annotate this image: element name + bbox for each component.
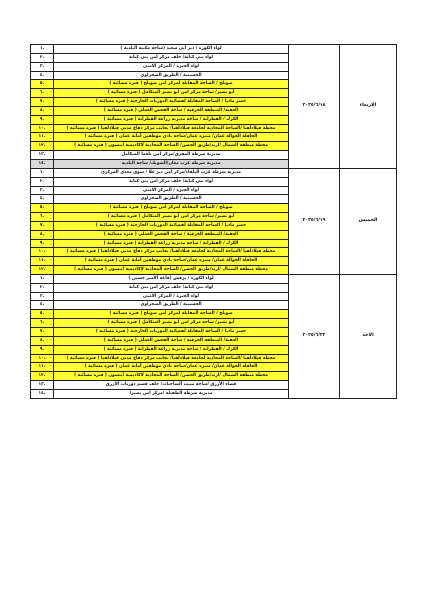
row-number: ٩.: [31, 115, 54, 124]
location-cell: العقبة/ المنطقة الحرفية / ساحة الفحص العملي ( فترة مسائية ): [54, 336, 289, 345]
row-number: ٥.: [31, 204, 54, 213]
location-cell: لواء الجيزة / المركز الامني: [54, 62, 289, 71]
row-number: ٣.: [31, 186, 54, 195]
row-number: ٣.: [31, 62, 54, 71]
location-cell: الحسينية / الطريق الصحراوي: [54, 195, 289, 204]
location-cell: محطة فيلادلفيا /الساحة المحاذية لجامعة فيلادلفيا/ بجانب مركز دفاع مدني فيلادلفيا ( فترة مسائية ): [54, 354, 289, 363]
row-number: ١٢.: [31, 142, 54, 151]
row-number: ٥.: [31, 310, 54, 319]
row-number: ١.: [31, 274, 54, 283]
row-number: ٢.: [31, 53, 54, 62]
location-cell: لواء الجيزة / المركز الامني: [54, 292, 289, 301]
row-number: ٦.: [31, 319, 54, 328]
row-number: ١١.: [31, 257, 54, 266]
row-number: ١.: [31, 168, 54, 177]
schedule-row: [31, 168, 397, 177]
location-cell: لواء الجيزة / المركز الامني: [54, 186, 289, 195]
location-cell: لواء بني كنانة/ خلف مركز امن بني كنانة: [54, 177, 289, 186]
location-cell: مديرية شرطة الطفيلة /مركز امن بصيرا: [54, 389, 289, 398]
row-number: ١.: [31, 45, 54, 54]
schedule-table: [30, 44, 397, 399]
row-number: ١٢.: [31, 266, 54, 275]
location-cell: الحسينية / الطريق الصحراوي: [54, 71, 289, 80]
location-cell: صويلح / الساحة المقابلة لمركز امن صويلح ( فترة مسائية ): [54, 204, 289, 213]
location-cell: الكرك / القطرانة / ساحة مديرية زراعة القطرانة ( فترة مسائية ): [54, 115, 289, 124]
location-cell: جسر ماديا / الساحة المقابلة لقضائية الدوريات الخارجية ( فترة مسائية ): [54, 98, 289, 107]
location-cell: جسر ماديا / الساحة المقابلة لقضائية الدوريات الخارجية ( فترة مسائية ): [54, 221, 289, 230]
row-number: ٩.: [31, 345, 54, 354]
row-number: ٥.: [31, 80, 54, 89]
date-cell: ٢٠٢٥/٦/١٩: [289, 168, 340, 274]
location-cell: مديرية شرطة المفرق/مركز امن بلعما المتكامل: [54, 151, 289, 160]
schedule-body: [31, 45, 397, 399]
row-number: ٤.: [31, 195, 54, 204]
location-cell: محطة فيلادلفيا /الساحة المحاذية لجامعة فيلادلفيا/ بجانب مركز دفاع مدني فيلادلفيا ( فترة مسائية ): [54, 124, 289, 133]
row-number: ٦.: [31, 213, 54, 222]
location-cell: لواء بني كنانة/ خلف مركز امن بني كنانة: [54, 283, 289, 292]
row-number: ١٣.: [31, 381, 54, 390]
location-cell: الحافلة الجوالة عمان/ متنزه عمان/ساحة نادي موظفين أمانة عمان ( فترة مسائية ): [54, 133, 289, 142]
location-cell: مديرية شرطة غرب معان/الشوبك/ ساحة البلدية: [54, 159, 289, 168]
row-number: ١٢.: [31, 372, 54, 381]
row-number: ٧.: [31, 98, 54, 107]
row-number: ٧.: [31, 328, 54, 337]
row-number: ٩.: [31, 239, 54, 248]
location-cell: أبو نصير/ ساحة مركز امن ابو نصير المتكامل ( فترة مسائية ): [54, 89, 289, 98]
row-number: ١١.: [31, 133, 54, 142]
location-cell: جسر ماديا / الساحة المقابلة لقضائية الدوريات الخارجية ( فترة مسائية ): [54, 328, 289, 337]
row-number: ٢.: [31, 283, 54, 292]
location-cell: الحافلة الجوالة عمان/ متنزه عمان/ساحة نادي موظفين أمانة عمان ( فترة مسائية ): [54, 257, 289, 266]
location-cell: محطة فيلادلفيا /الساحة المحاذية لجامعة فيلادلفيا/ بجانب مركز دفاع مدني فيلادلفيا ( فترة مسائية ): [54, 248, 289, 257]
row-number: ٨.: [31, 336, 54, 345]
row-number: ١٠.: [31, 248, 54, 257]
location-cell: لواء بني كنانة/ خلف مركز امن بني كنانة: [54, 53, 289, 62]
location-cell: صويلح / الساحة المقابلة لمركز امن صويلح ( فترة مسائية ): [54, 80, 289, 89]
row-number: ١٠.: [31, 354, 54, 363]
schedule-row: [31, 274, 397, 283]
row-number: ٤.: [31, 71, 54, 80]
day-cell: الخميس: [340, 168, 397, 274]
date-cell: ٢٠٢٥/٦/٢٢: [289, 274, 340, 398]
location-cell: العقبة/ المنطقة الحرفية / ساحة الفحص العملي ( فترة مسائية ): [54, 106, 289, 115]
location-cell: محطة منطقة الشمال /اربد/طريق الحصن/ الساحة المحاذية لاكاديمية ايبسون ( فترة مسائية ): [54, 372, 289, 381]
row-number: ١٠.: [31, 124, 54, 133]
row-number: ٧.: [31, 221, 54, 230]
location-cell: أبو نصير/ ساحة مركز امن ابو نصير المتكامل ( فترة مسائية ): [54, 319, 289, 328]
row-number: ٨.: [31, 230, 54, 239]
location-cell: محطة منطقة الشمال /اربد/طريق الحصن/ الساحة المحاذية لاكاديمية ايبسون ( فترة مسائية ): [54, 266, 289, 275]
location-cell: لواء الكورة / برقش (قاعة الامير حسين ): [54, 274, 289, 283]
location-cell: الحافلة الجوالة عمان/ متنزه عمان/ساحة نادي موظفين أمانة عمان ( فترة مسائية ): [54, 363, 289, 372]
schedule-row: [31, 45, 397, 54]
row-number: ١١.: [31, 363, 54, 372]
day-cell: الاحد: [340, 274, 397, 398]
row-number: ٦.: [31, 89, 54, 98]
location-cell: الكرك / القطرانة / ساحة مديرية زراعة القطرانة ( فترة مسائية ): [54, 345, 289, 354]
location-cell: العقبة/ المنطقة الحرفية / ساحة الفحص العملي ( فترة مسائية ): [54, 230, 289, 239]
location-cell: أبو نصير/ ساحة مركز امن ابو نصير المتكامل ( فترة مسائية ): [54, 213, 289, 222]
location-cell: صويلح / الساحة المقابلة لمركز امن صويلح ( فترة مسائية ): [54, 310, 289, 319]
day-cell: الاربعاء: [340, 45, 397, 169]
location-cell: الكرك / القطرانة / ساحة مديرية زراعة القطرانة ( فترة مسائية ): [54, 239, 289, 248]
location-cell: قضاء الأزرق /ساحة مبيت الشاحنات/ خلف قسم دوريات الأزرق: [54, 381, 289, 390]
row-number: ١٤.: [31, 159, 54, 168]
row-number: ١٤.: [31, 389, 54, 398]
date-cell: ٢٠٢٥/٦/١٨: [289, 45, 340, 169]
location-cell: لواء الكورة / دير أبي سعيد (ساحة مكتبة البلدية ): [54, 45, 289, 54]
row-number: ٢.: [31, 177, 54, 186]
row-number: ٣.: [31, 292, 54, 301]
row-number: ٨.: [31, 106, 54, 115]
row-number: ٤.: [31, 301, 54, 310]
location-cell: مديرية شرطة غرب البلقاء/مركز امن دير علا / سوق معدي المركزي: [54, 168, 289, 177]
location-cell: الحسينية / الطريق الصحراوي: [54, 301, 289, 310]
location-cell: محطة منطقة الشمال /اربد/طريق الحصن/ الساحة المحاذية لاكاديمية ايبسون ( فترة مسائية ): [54, 142, 289, 151]
row-number: ١٣.: [31, 151, 54, 160]
